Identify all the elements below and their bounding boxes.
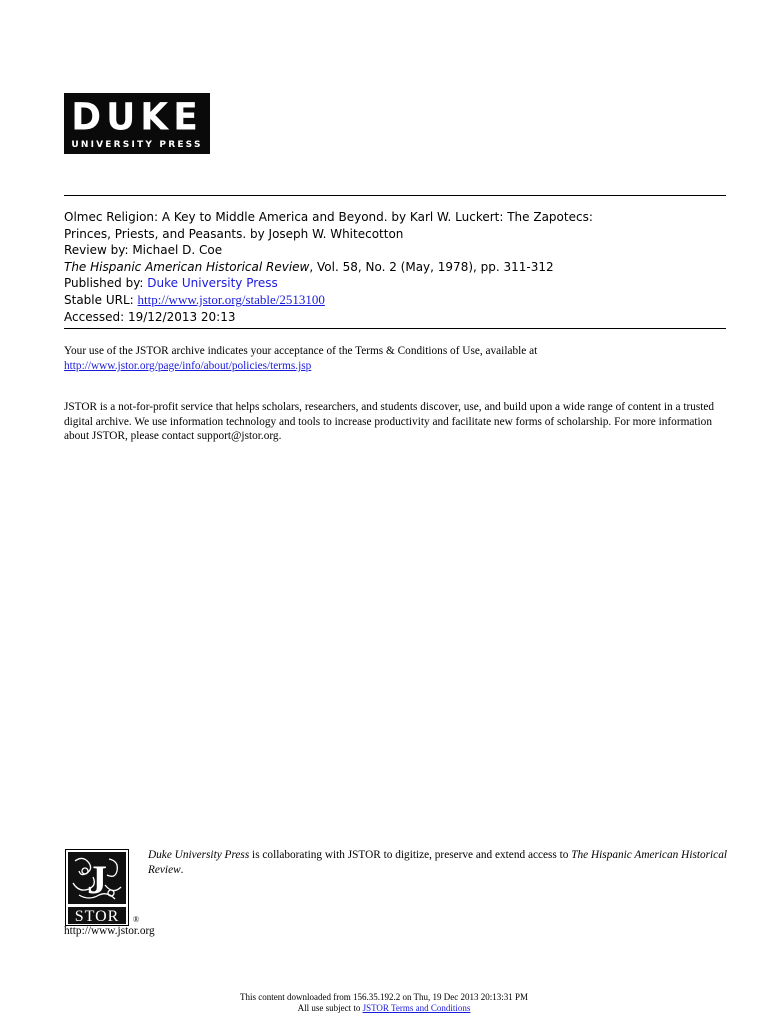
terms-notice: [64, 344, 728, 373]
jstor-terms-link[interactable]: JSTOR Terms and Conditions: [362, 1002, 471, 1013]
registered-mark: ®: [133, 915, 140, 924]
terms-link[interactable]: http://www.jstor.org/page/info/about/policies/terms.jsp: [64, 359, 312, 372]
terms-footer: [0, 1003, 768, 1014]
collaboration-statement: [148, 848, 728, 877]
article-title-line-2: Princes, Priests, and Peasants. by Joseph W. Whitecotton: [64, 226, 404, 241]
accessed-date: Accessed: 19/12/2013 20:13: [64, 309, 236, 324]
logo-letters: STOR: [74, 908, 120, 925]
jstor-logo: [65, 849, 129, 926]
journal-details: , Vol. 58, No. 2 (May, 1978), pp. 311-312: [309, 259, 554, 274]
published-by-label: Published by:: [64, 276, 148, 291]
logo-word: DUKE: [71, 95, 203, 139]
download-info: This content downloaded from 156.35.192.2 on Thu, 19 Dec 2013 20:13:31 PM: [239, 992, 529, 1002]
review-author: Review by: Michael D. Coe: [64, 243, 223, 258]
terms-footer-prefix: All use subject to: [297, 1002, 363, 1013]
download-footer: [0, 992, 768, 1013]
citation-block: [64, 209, 728, 325]
stable-url-link[interactable]: http://www.jstor.org/stable/2513100: [137, 291, 325, 307]
collab-text: is collaborating with JSTOR to digitize, preserve and extend access to: [249, 849, 572, 861]
journal-title: The Hispanic American Historical Review: [64, 259, 310, 274]
collab-publisher: Duke University Press: [148, 849, 250, 861]
logo-subline: UNIVERSITY PRESS: [71, 140, 203, 150]
top-divider: [64, 195, 726, 196]
duke-university-press-logo: [64, 93, 210, 154]
collab-journal: The Hispanic American Historical Review: [148, 849, 727, 876]
collab-end: .: [180, 863, 184, 876]
published-by: [64, 275, 728, 292]
bottom-divider: [64, 328, 726, 329]
terms-text: Your use of the JSTOR archive indicates your acceptance of the Terms & Conditions of Use, available at: [64, 345, 538, 357]
journal-reference: [64, 259, 728, 276]
about-jstor: JSTOR is a not-for-profit service that helps scholars, researchers, and students discover, use, and build upon a wide range of content in a trusted digital archive. We use information technology and tools to increase productivity and facilitate new forms of scholarship. For more information about JSTOR, please contact support@jstor.org.: [64, 401, 715, 443]
jstor-home-url[interactable]: http://www.jstor.org: [64, 925, 155, 937]
publisher-link[interactable]: Duke University Press: [147, 276, 278, 291]
stable-url-label: Stable URL:: [64, 292, 138, 307]
article-title-line-1: Olmec Religion: A Key to Middle America and Beyond. by Karl W. Luckert: The Zapotecs:: [64, 210, 593, 224]
stable-url: [64, 292, 728, 309]
logo-initial: J: [87, 857, 107, 902]
